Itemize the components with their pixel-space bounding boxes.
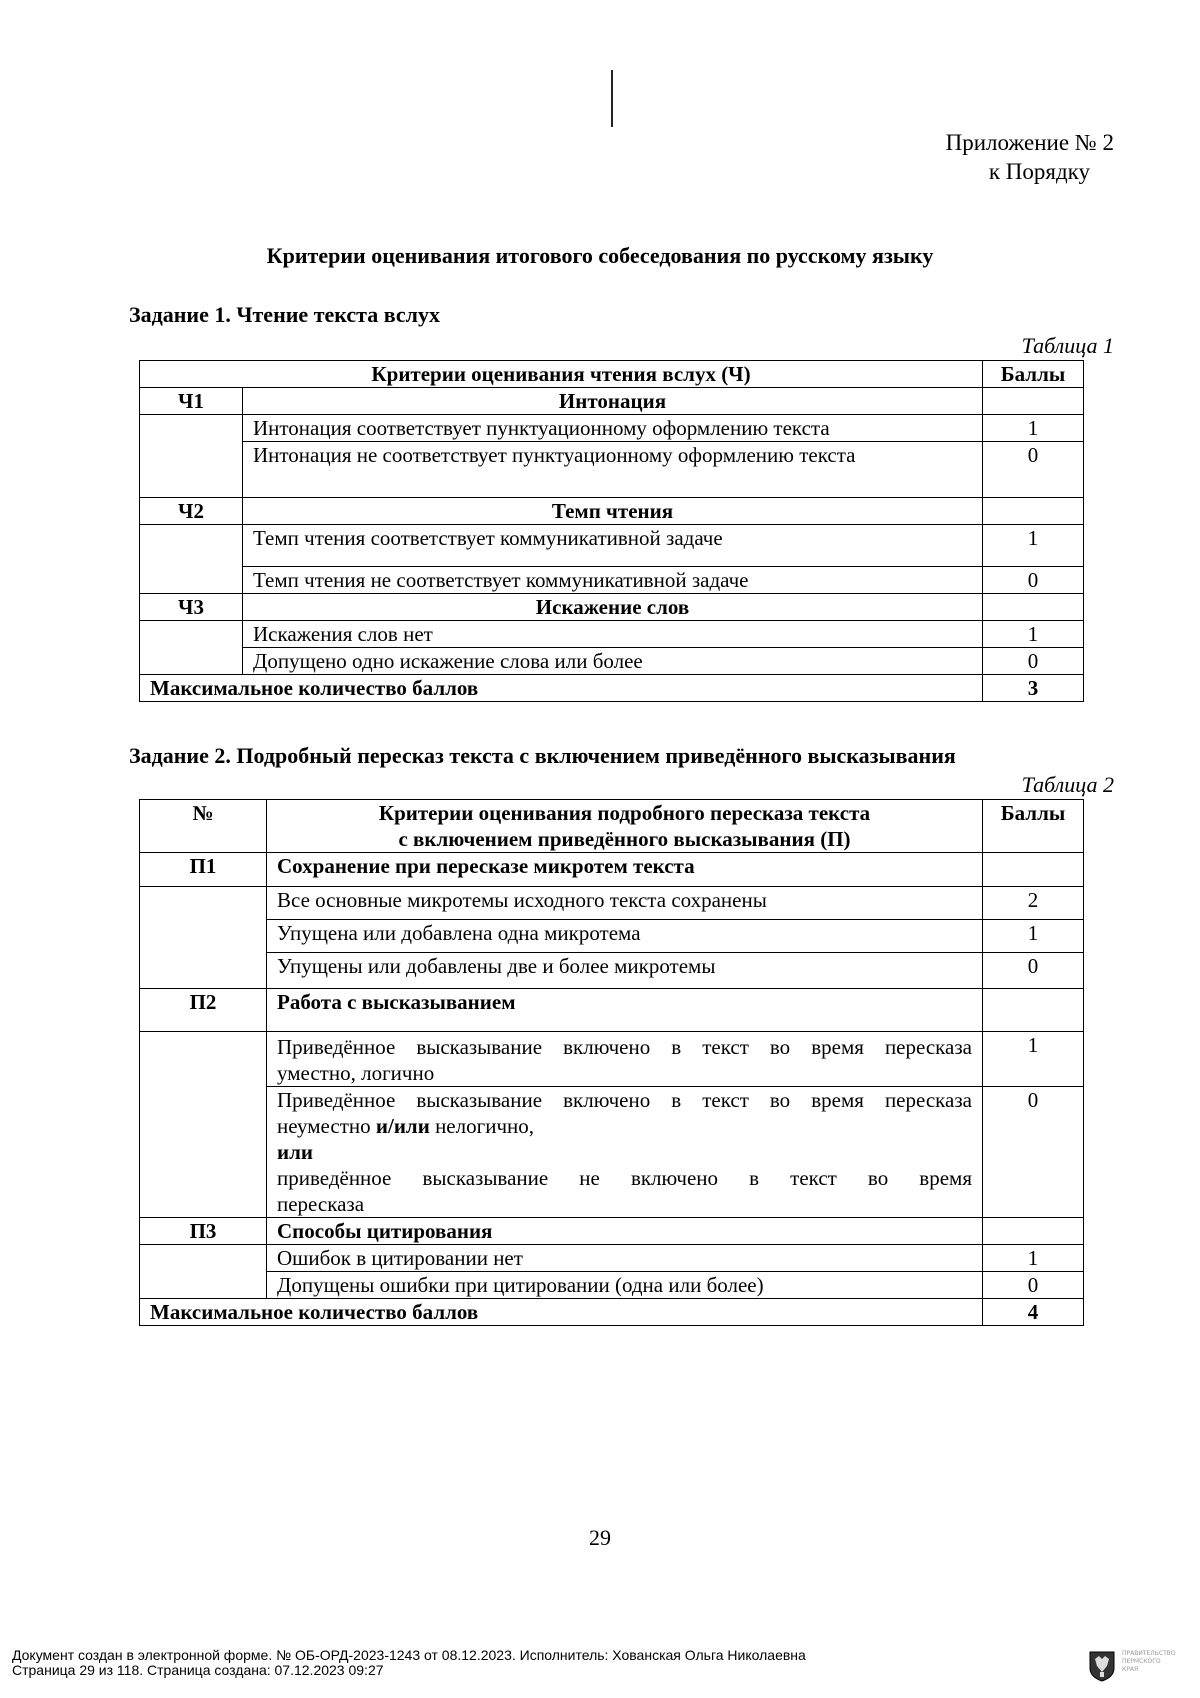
criterion-code: Ч2: [140, 498, 243, 525]
description-line: или: [277, 1140, 313, 1164]
criterion-title: Работа с высказыванием: [267, 989, 983, 1032]
max-score-value: 3: [983, 675, 1084, 702]
points-column-header: Баллы: [983, 361, 1084, 388]
criterion-title: Искажение слов: [243, 594, 983, 621]
description-line: Приведённое высказывание включено в текст во время пересказа: [277, 1035, 972, 1059]
criterion-points: 0: [983, 1087, 1084, 1218]
criterion-points: 1: [983, 1032, 1084, 1087]
document-footer: [12, 1648, 806, 1678]
description-line: уместно, логично: [277, 1061, 435, 1085]
text-fragment: нелогично,: [429, 1114, 535, 1138]
criteria-header-line-1: Критерии оценивания подробного пересказа текста: [378, 801, 871, 825]
criterion-points: 1: [983, 621, 1084, 648]
max-score-value: 4: [983, 1299, 1084, 1326]
criterion-description: Допущены ошибки при цитировании (одна или более): [267, 1272, 983, 1299]
criterion-code: Ч3: [140, 594, 243, 621]
criterion-points: 1: [983, 1245, 1084, 1272]
coat-of-arms-icon: [1088, 1650, 1116, 1682]
table1-caption: Таблица 1: [1021, 333, 1114, 358]
table-header-row: [140, 800, 1084, 853]
criterion-group-row: [140, 853, 1084, 887]
description-line: пересказа: [277, 1192, 365, 1216]
criterion-description: Темп чтения соответствует коммуникативной задаче: [243, 525, 983, 567]
criterion-group-row: [140, 594, 1084, 621]
criterion-group-row: [140, 498, 1084, 525]
table-row: [140, 525, 1084, 567]
logo-text-line: КРАЯ: [1122, 1666, 1139, 1673]
annex-line-1: Приложение № 2: [945, 130, 1114, 155]
description-line: приведённое высказывание не включено в текст во время: [277, 1166, 972, 1190]
criterion-points: 2: [983, 887, 1084, 920]
criterion-points: 0: [983, 567, 1084, 594]
footer-line-1: Документ создан в электронной форме. № ОБ-ОРД-2023-1243 от 08.12.2023. Исполнитель: Хованская Ольга Николаевна: [12, 1647, 806, 1663]
table-row: [140, 953, 1084, 989]
bold-fragment: и/или: [375, 1114, 430, 1138]
criterion-title: Способы цитирования: [267, 1218, 983, 1245]
criterion-points: 0: [983, 442, 1084, 498]
criterion-description: Допущено одно искажение слова или более: [243, 648, 983, 675]
criterion-description: Ошибок в цитировании нет: [267, 1245, 983, 1272]
criterion-points: 1: [983, 920, 1084, 953]
criteria-header-line-2: с включением приведённого высказывания (П): [398, 827, 851, 851]
criterion-description: [267, 1087, 983, 1218]
table-row: [140, 567, 1084, 594]
max-score-row: [140, 675, 1084, 702]
criteria-column-header: Критерии оценивания чтения вслух (Ч): [140, 361, 983, 388]
criterion-description: Упущены или добавлены две и более микротемы: [267, 953, 983, 989]
annex-label: [946, 128, 1114, 186]
table-row: [140, 1272, 1084, 1299]
max-score-row: [140, 1299, 1084, 1326]
text-fragment: неуместно: [277, 1114, 376, 1138]
criterion-code: Ч1: [140, 388, 243, 415]
criterion-title: Интонация: [243, 388, 983, 415]
table-row: [140, 648, 1084, 675]
criterion-description: Интонация не соответствует пунктуационному оформлению текста: [243, 442, 983, 498]
table-row: [140, 415, 1084, 442]
table-row: [140, 1245, 1084, 1272]
task2-heading: Задание 2. Подробный пересказ текста с включением приведённого высказывания: [129, 743, 956, 768]
criterion-description: Искажения слов нет: [243, 621, 983, 648]
criterion-points: 0: [983, 953, 1084, 989]
criterion-description: Все основные микротемы исходного текста сохранены: [267, 887, 983, 920]
table-row: [140, 621, 1084, 648]
annex-line-2: к Порядку: [988, 159, 1090, 184]
retelling-criteria-table: [139, 799, 1084, 1326]
logo-text-line: ПЕРМСКОГО: [1122, 1658, 1161, 1665]
criterion-code: П2: [140, 989, 267, 1032]
table2-caption: Таблица 2: [1021, 772, 1114, 797]
criterion-description: Темп чтения не соответствует коммуникативной задаче: [243, 567, 983, 594]
government-logo: [1088, 1646, 1188, 1686]
criterion-description: Интонация соответствует пунктуационному оформлению текста: [243, 415, 983, 442]
document-title: Критерии оценивания итогового собеседования по русскому языку: [266, 243, 934, 268]
description-line: [277, 1113, 972, 1139]
logo-text-line: ПРАВИТЕЛЬСТВО: [1122, 1650, 1176, 1657]
reading-criteria-table: [139, 360, 1084, 702]
table-header-row: [140, 361, 1084, 388]
criterion-code: П3: [140, 1218, 267, 1245]
criterion-description: [267, 1032, 983, 1087]
table-row: [140, 1032, 1084, 1087]
criterion-code: П1: [140, 853, 267, 887]
criterion-description: Упущена или добавлена одна микротема: [267, 920, 983, 953]
page-number: 29: [589, 1525, 611, 1550]
description-line: Приведённое высказывание включено в текст во время пересказа: [277, 1088, 972, 1112]
criterion-points: 1: [983, 415, 1084, 442]
criterion-title: Сохранение при пересказе микротем текста: [267, 853, 983, 887]
task1-heading: Задание 1. Чтение текста вслух: [129, 302, 440, 327]
criterion-group-row: [140, 388, 1084, 415]
table-row: [140, 920, 1084, 953]
max-score-label: Максимальное количество баллов: [140, 1299, 983, 1326]
table-row: [140, 442, 1084, 498]
criteria-column-header: [267, 800, 983, 853]
footer-line-2: Страница 29 из 118. Страница создана: 07.12.2023 09:27: [12, 1662, 384, 1678]
criterion-points: 1: [983, 525, 1084, 567]
max-score-label: Максимальное количество баллов: [140, 675, 983, 702]
number-column-header: №: [140, 800, 267, 853]
criterion-group-row: [140, 1218, 1084, 1245]
table-row: [140, 1087, 1084, 1218]
points-column-header: Баллы: [983, 800, 1084, 853]
criterion-title: Темп чтения: [243, 498, 983, 525]
criterion-group-row: [140, 989, 1084, 1032]
criterion-points: 0: [983, 648, 1084, 675]
fold-line: [611, 70, 613, 127]
table-row: [140, 887, 1084, 920]
logo-text: [1122, 1650, 1188, 1674]
criterion-points: 0: [983, 1272, 1084, 1299]
